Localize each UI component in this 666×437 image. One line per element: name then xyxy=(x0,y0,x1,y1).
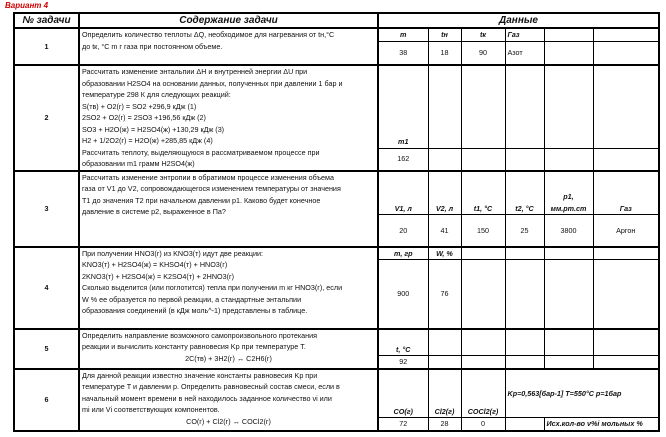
data-value xyxy=(593,148,659,170)
data-value: 92 xyxy=(378,356,428,369)
data-value: 76 xyxy=(428,260,461,329)
header-content: Содержание задачи xyxy=(79,13,378,28)
data-label xyxy=(428,65,461,148)
task-row-4 xyxy=(14,247,659,260)
data-value: 900 xyxy=(378,260,428,329)
data-value: Аргон xyxy=(593,215,659,247)
data-label xyxy=(461,329,505,356)
task-number: 2 xyxy=(14,65,79,171)
task-text-line: T1 до значения T2 при начальном давлении p1. Каково будет конечное xyxy=(82,195,321,205)
task-text-line: 2KNO3(т) + H2SO4(ж) = K2SO4(т) + 2HNO3(г) xyxy=(82,271,235,281)
reaction-equation: CO(г) + Cl2(г) ↔ COCl2(г) xyxy=(186,416,271,426)
data-value: 25 xyxy=(505,215,544,247)
task-text-line: Рассчитать изменение энтальпии ΔH и внутренней энергии ΔU при xyxy=(82,67,308,76)
task-text-line: температуре T и давлении p. Определить равновесный состав смеси, если в xyxy=(82,382,340,391)
data-value: 20 xyxy=(378,215,428,247)
data-value xyxy=(428,148,461,170)
data-value: 150 xyxy=(461,215,505,247)
data-label xyxy=(593,65,659,148)
task-text-line: Определить количество теплоты ΔQ, необходимое для нагревания от tн,°C xyxy=(82,30,335,39)
task-row-1 xyxy=(14,28,659,41)
data-label: COCl2(г) xyxy=(461,369,505,418)
data-label xyxy=(505,65,544,148)
task-text-line: давление в системе p2, выраженное в Па? xyxy=(82,207,226,216)
data-value: Азот xyxy=(505,41,544,65)
task-content xyxy=(79,369,378,431)
reaction-equation: 2C(тв) + 3H2(г) ↔ C2H6(г) xyxy=(185,353,272,363)
data-value: 41 xyxy=(428,215,461,247)
data-value: 28 xyxy=(428,418,461,431)
data-label: t1, °C xyxy=(461,171,505,215)
data-value xyxy=(544,356,593,369)
data-label xyxy=(593,329,659,356)
data-value xyxy=(544,148,593,170)
data-value: 90 xyxy=(461,41,505,65)
data-label: p1, мм.рт.ст xyxy=(544,171,593,215)
task-number: 1 xyxy=(14,28,79,65)
task-content xyxy=(79,65,378,171)
data-value xyxy=(505,356,544,369)
task-content xyxy=(79,247,378,329)
data-label: t2, °C xyxy=(505,171,544,215)
data-label xyxy=(593,28,659,41)
data-label: CO(г) xyxy=(378,369,428,418)
data-label: tк xyxy=(461,28,505,41)
data-label: tн xyxy=(428,28,461,41)
task-text-line: газа от V1 до V2, сопровождающегося изменением температуры от значения xyxy=(82,184,341,193)
data-value xyxy=(505,418,544,431)
data-label: t, °C xyxy=(378,329,428,356)
data-value: 72 xyxy=(378,418,428,431)
task-content xyxy=(79,329,378,369)
data-label: m1 xyxy=(378,65,428,148)
data-label xyxy=(544,329,593,356)
task-row-6 xyxy=(14,369,659,418)
task-content xyxy=(79,28,378,65)
data-value xyxy=(505,260,544,329)
data-label xyxy=(505,329,544,356)
task-text-line: H2 + 1/2O2(г) = H2O(ж) +285,85 кДж (4) xyxy=(82,136,213,145)
task-row-5 xyxy=(14,329,659,356)
data-value xyxy=(593,356,659,369)
task-text-line: S(тв) + O2(г) = SO2 +296,9 кДж (1) xyxy=(82,101,197,111)
data-label xyxy=(544,28,593,41)
data-label xyxy=(461,247,505,260)
data-value xyxy=(593,41,659,65)
task-text-line: Рассчитать теплоту, выделяющуюся в рассматриваемом процессе при xyxy=(82,147,320,157)
task-number: 3 xyxy=(14,171,79,247)
task-text-line: Рассчитать изменение энтропии в обратимом процессе изменения объема xyxy=(82,172,334,182)
data-label xyxy=(428,329,461,356)
data-value xyxy=(505,148,544,170)
task-number: 6 xyxy=(14,369,79,431)
task-table xyxy=(13,12,660,432)
data-label xyxy=(505,247,544,260)
data-label: Cl2(г) xyxy=(428,369,461,418)
data-label xyxy=(593,247,659,260)
data-value: 38 xyxy=(378,41,428,65)
data-value xyxy=(461,260,505,329)
data-label: Газ xyxy=(505,28,544,41)
task-text-line: 2SO2 + O2(г) = 2SO3 +196,56 кДж (2) xyxy=(82,113,206,122)
data-label: W, % xyxy=(428,247,461,260)
task-text-line: SO3 + H2O(ж) = H2SO4(ж) +130,29 кДж (3) xyxy=(82,124,225,134)
data-value xyxy=(461,148,505,170)
data-label: Газ xyxy=(593,171,659,215)
task-row-3 xyxy=(14,171,659,215)
data-value xyxy=(428,356,461,369)
data-value xyxy=(544,260,593,329)
data-label xyxy=(544,65,593,148)
data-value xyxy=(461,356,505,369)
data-label: m, гр xyxy=(378,247,428,260)
variant-title: Вариант 4 xyxy=(5,1,49,10)
task-number: 4 xyxy=(14,247,79,329)
task-text-line: образовании H2SO4 на основании данных, полученных при давлении 1 бар и xyxy=(82,78,343,88)
task-text-line: Сколько выделится (или поглотится) тепла при получении m кг HNO3(г), если xyxy=(82,283,343,292)
task-text-line: до tк, °C m г газа при постоянном объеме. xyxy=(82,41,223,51)
task-number: 5 xyxy=(14,329,79,369)
data-value: 0 xyxy=(461,418,505,431)
data-label: V1, л xyxy=(378,171,428,215)
data-value xyxy=(593,260,659,329)
task-row-2 xyxy=(14,65,659,148)
task-text-line: образовании m1 грамм H2SO4(ж) xyxy=(82,159,195,168)
data-label: m xyxy=(378,28,428,41)
data-value: 3800 xyxy=(544,215,593,247)
task-text-line: Для данной реакции известно значение константы равновесия Kp при xyxy=(82,370,318,380)
task-text-line: температуре 298 К для следующих реакций: xyxy=(82,90,231,99)
task-text-line: При получении HNO3(г) из KNO3(т) идут две реакции: xyxy=(82,248,264,258)
task-text-line: реакции и вычислить константу равновесия Kp при температуре T. xyxy=(82,342,306,351)
task-text-line: W % ее образуется по первой реакции, а стандартные энтальпии xyxy=(82,294,302,304)
amount-note: Исх.кол-во ν%i мольных % xyxy=(544,418,659,431)
task-text-line: Определить направление возможного самопроизвольного протекания xyxy=(82,330,318,340)
data-label xyxy=(544,247,593,260)
data-label xyxy=(461,65,505,148)
data-label: V2, л xyxy=(428,171,461,215)
task-text-line: образования соединений (в кДж моль^-1) представлены в таблице. xyxy=(82,306,308,315)
task-content xyxy=(79,171,378,247)
data-value: 162 xyxy=(378,148,428,170)
kp-note: Kp=0,563[бар-1] T=550°C p=1бар xyxy=(505,369,659,418)
data-value: 18 xyxy=(428,41,461,65)
data-value xyxy=(544,41,593,65)
task-text-line: KNO3(т) + H2SO4(ж) = KHSO4(т) + HNO3(г) xyxy=(82,260,228,269)
header-data: Данные xyxy=(378,13,659,28)
task-text-line: начальный момент времени в ней находилось заданное количество νi или xyxy=(82,393,332,403)
task-text-line: mi или Vi соответствующих компонентов. xyxy=(82,405,220,414)
header-num: № задачи xyxy=(14,13,79,28)
